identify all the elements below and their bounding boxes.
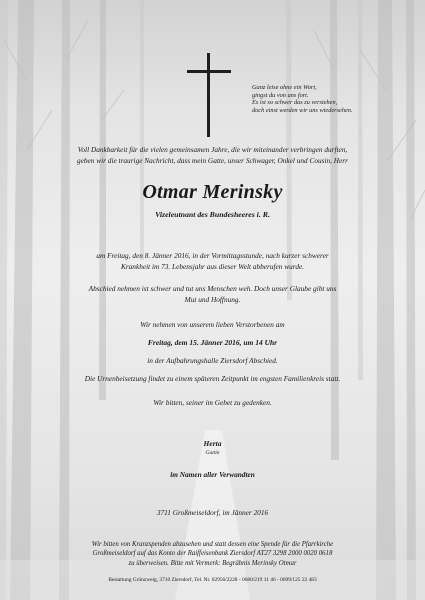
cross-icon — [187, 53, 231, 137]
farewell-line: Abschied nehmen ist schwer und tut uns Menschen weh. Doch unser Glaube gibt uns — [88, 284, 337, 293]
intro-line: geben wir die traurige Nachricht, dass mein Gatte, unser Schwager, Onkel und Cousin, Herr — [77, 156, 348, 165]
donation-line: Wir bitten von Kranzspenden abzusehen und statt dessen eine Spende für die Pfarrkirche — [91, 541, 334, 548]
farewell-line: Mut und Hoffnung. — [184, 295, 241, 304]
donation-line: Großmeiseldorf auf das Konto der Raiffeisenbank Ziersdorf AT27 3298 2000 0020 0618 — [92, 550, 333, 558]
deceased-title: Vizeleutnant des Bundesheeres i. R. — [155, 210, 270, 219]
memorial-poem — [252, 84, 422, 114]
funeral-intro: Wir nehmen von unserem lieben Verstorbenen am — [140, 320, 285, 329]
intro-text — [0, 144, 425, 166]
death-notice-line: am Freitag, den 8. Jänner 2016, in der Vormittagsstunde, nach kurzer schwerer — [96, 251, 329, 260]
intro-line: Voll Dankbarkeit für die vielen gemeinsamen Jahre, die wir miteinander verbringen durften, — [77, 145, 348, 154]
prayer-request: Wir bitten, seiner im Gebet zu gedenken. — [153, 398, 272, 407]
farewell-text — [0, 283, 425, 305]
donation-request — [0, 540, 425, 568]
place-date: 3711 Großmeiseldorf, im Jänner 2016 — [156, 508, 269, 517]
poem-line: Es ist so schwer das zu verstehen, — [252, 99, 338, 107]
poem-line: doch einst werden wir uns wiedersehen. — [252, 106, 353, 114]
funeral-location: in der Aufbahrungshalle Ziersdorf Abschied. — [147, 356, 278, 365]
poem-line: gingst du von uns fort. — [252, 91, 309, 99]
deceased-name: Otmar Merinsky — [142, 181, 283, 203]
donation-line: zu überweisen. Bitte mit Vermerk: Begräbnis Merinsky Otmar — [128, 559, 297, 567]
relatives-line: im Namen aller Verwandten — [170, 470, 255, 479]
mourner-role: Gattin — [205, 450, 220, 456]
death-notice-line: Krankheit im 73. Lebensjahr aus dieser Welt abberufen wurde. — [120, 262, 305, 271]
funeral-home-footer: Bestattung Grünzweig, 3710 Ziersdorf, Tel. Nr. 02956/2228 - 0680/219 11 46 - 0699/125 22 483 — [108, 577, 317, 583]
urn-burial-note: Die Urnenbeisetzung findet zu einem späteren Zeitpunkt im engsten Familienkreis statt. — [84, 374, 341, 383]
funeral-date: Freitag, dem 15. Jänner 2016, um 14 Uhr — [147, 338, 278, 347]
poem-line: Ganz leise ohne ein Wort, — [252, 84, 317, 91]
death-notice — [0, 250, 425, 272]
mourner-name: Herta — [203, 439, 222, 448]
